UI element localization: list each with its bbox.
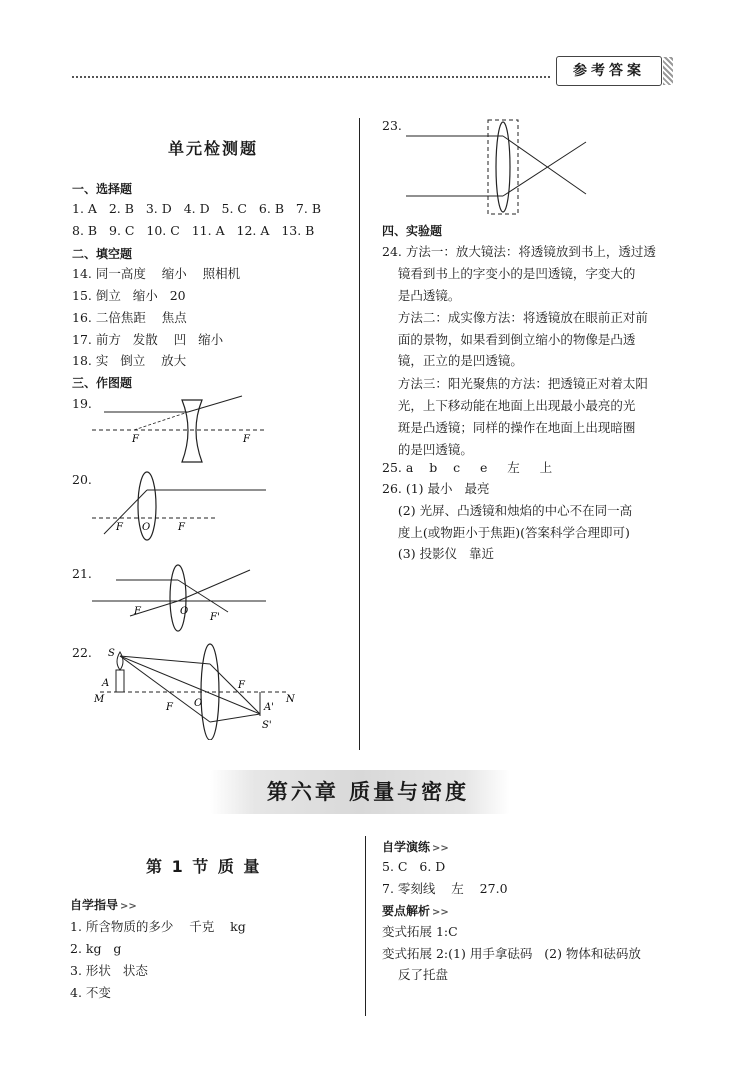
unit-test-title: 单元检测题 [168, 139, 259, 158]
d22-s-label: S [108, 648, 115, 659]
extension-line [134, 412, 188, 430]
q23-number: 23. [382, 118, 402, 133]
section-choice: 一、选择题 [72, 182, 133, 196]
ray-1-refracted [210, 664, 260, 714]
a24-line-9: 斑是凸透镜；同样的操作在地面上出现暗圈 [382, 420, 636, 435]
a26-line-4: (3) 投影仪 靠近 [382, 546, 494, 561]
a24-line-1: 24. 方法一：放大镜法：将透镜放到书上，透过透 [382, 244, 656, 259]
a26-line-1: 26. (1) 最小 最亮 [382, 481, 490, 496]
chapter-title: 第六章 质量与密度 [266, 780, 470, 804]
practice-answer-2: 7. 零刻线 左 27.0 [382, 881, 508, 896]
lower-column-divider [365, 836, 366, 1016]
d21-f-label: F [134, 606, 141, 617]
ray-1 [120, 656, 210, 664]
analysis-label: 要点解析 [382, 904, 431, 918]
a26-line-2: (2) 光屏、凸透镜和烛焰的中心不在同一高 [382, 503, 633, 518]
a24-line-8: 光，上下移动能在地面上出现最小最亮的光 [382, 398, 636, 413]
convex-lens-shape [201, 644, 219, 740]
lower-refracted-ray [503, 142, 586, 196]
fill-15: 15. 倒立 缩小 20 [72, 288, 186, 303]
q20-number: 20. [72, 472, 92, 487]
analysis-answer-1: 变式拓展 1:C [382, 924, 458, 939]
convex-lens-shape [170, 565, 189, 631]
d19-f2-label: F [243, 434, 250, 445]
d20-f1-label: F [116, 522, 123, 533]
choice-answers-1: 1. A 2. B 3. D 4. D 5. C 6. B 7. B [72, 201, 322, 216]
section-fill: 二、填空题 [72, 247, 133, 261]
a24-line-3: 是凸透镜。 [382, 288, 461, 303]
d22-a2-label: A' [264, 702, 274, 713]
guide-heading [70, 896, 137, 913]
candle-body [116, 670, 124, 692]
d22-f2-label: F [238, 680, 245, 691]
double-chevron-icon: >> [120, 901, 137, 912]
lens-frame [488, 120, 518, 214]
d19-f1-label: F [132, 434, 139, 445]
q19-number: 19. [72, 396, 92, 411]
header-dotted-rule [72, 76, 550, 78]
a24-line-10: 的是凹透镜。 [382, 442, 473, 457]
section-experiment: 四、实验题 [382, 224, 443, 238]
practice-heading [382, 838, 449, 855]
fill-16: 16. 二倍焦距 焦点 [72, 310, 187, 325]
double-chevron-icon: >> [432, 843, 449, 854]
practice-answer-1: 5. C 6. D [382, 859, 446, 874]
d22-n-label: N [286, 694, 295, 705]
d22-s2-label: S' [262, 720, 272, 731]
d20-f2-label: F [178, 522, 185, 533]
a25: 25. a b c e 左 上 [382, 460, 553, 475]
a24-line-2: 镜看到书上的字变小的是凹透镜，字变大的 [382, 266, 636, 281]
q21-number: 21. [72, 566, 92, 581]
guide-answer-2: 2. kg g [70, 941, 122, 956]
section-drawing: 三、作图题 [72, 376, 133, 390]
fill-17: 17. 前方 发散 凹 缩小 [72, 332, 224, 347]
fill-14: 14. 同一高度 缩小 照相机 [72, 266, 241, 281]
section-title: 第 1 节 质 量 [146, 857, 262, 876]
upper-refracted-ray [503, 136, 586, 194]
refracted-ray [188, 396, 242, 412]
guide-answer-3: 3. 形状 状态 [70, 963, 148, 978]
d21-o-label: O [180, 606, 189, 617]
guide-label: 自学指导 [70, 898, 119, 912]
column-divider [359, 118, 360, 750]
d22-a-label: A [102, 678, 110, 689]
d21-f2-label: F' [210, 612, 220, 623]
refracted-ray-2 [178, 570, 250, 601]
diagram-19-concave-lens [90, 392, 270, 466]
a24-line-5: 面的景物，如果看到倒立缩小的物像是凸透 [382, 332, 636, 347]
guide-answer-4: 4. 不变 [70, 985, 111, 1000]
d22-f1-label: F [166, 702, 173, 713]
a24-line-4: 方法二：成实像方法：将透镜放在眼前正对前 [382, 310, 648, 325]
concave-lens-shape [182, 400, 202, 462]
diagram-22-candle-imaging [90, 640, 302, 740]
d22-m-label: M [94, 694, 105, 705]
diagram-23-convex-lens [400, 118, 600, 218]
fill-18: 18. 实 倒立 放大 [72, 353, 187, 368]
diagram-20-convex-lens [90, 470, 270, 542]
d20-o-label: O [142, 522, 151, 533]
analysis-heading [382, 902, 449, 919]
diagram-21-convex-lens [90, 562, 270, 634]
guide-answer-1: 1. 所含物质的多少 千克 kg [70, 919, 246, 934]
choice-answers-2: 8. B 9. C 10. C 11. A 12. A 13. B [72, 223, 315, 238]
a24-line-6: 镜，正立的是凹透镜。 [382, 353, 523, 368]
analysis-answer-3: 反了托盘 [398, 967, 449, 982]
practice-label: 自学演练 [382, 840, 431, 854]
header-answer-badge: 参考答案 [556, 56, 662, 86]
d22-o-label: O [194, 698, 203, 709]
candle-flame [117, 652, 123, 670]
double-chevron-icon: >> [432, 907, 449, 918]
q22-number: 22. [72, 645, 92, 660]
ray-3 [120, 656, 210, 722]
a24-line-7: 方法三：阳光聚焦的方法：把透镜正对着太阳 [382, 376, 648, 391]
analysis-answer-2: 变式拓展 2:(1) 用手拿砝码 (2) 物体和砝码放 [382, 946, 641, 961]
a26-line-3: 度上(或物距小于焦距)(答案科学合理即可) [382, 525, 630, 540]
